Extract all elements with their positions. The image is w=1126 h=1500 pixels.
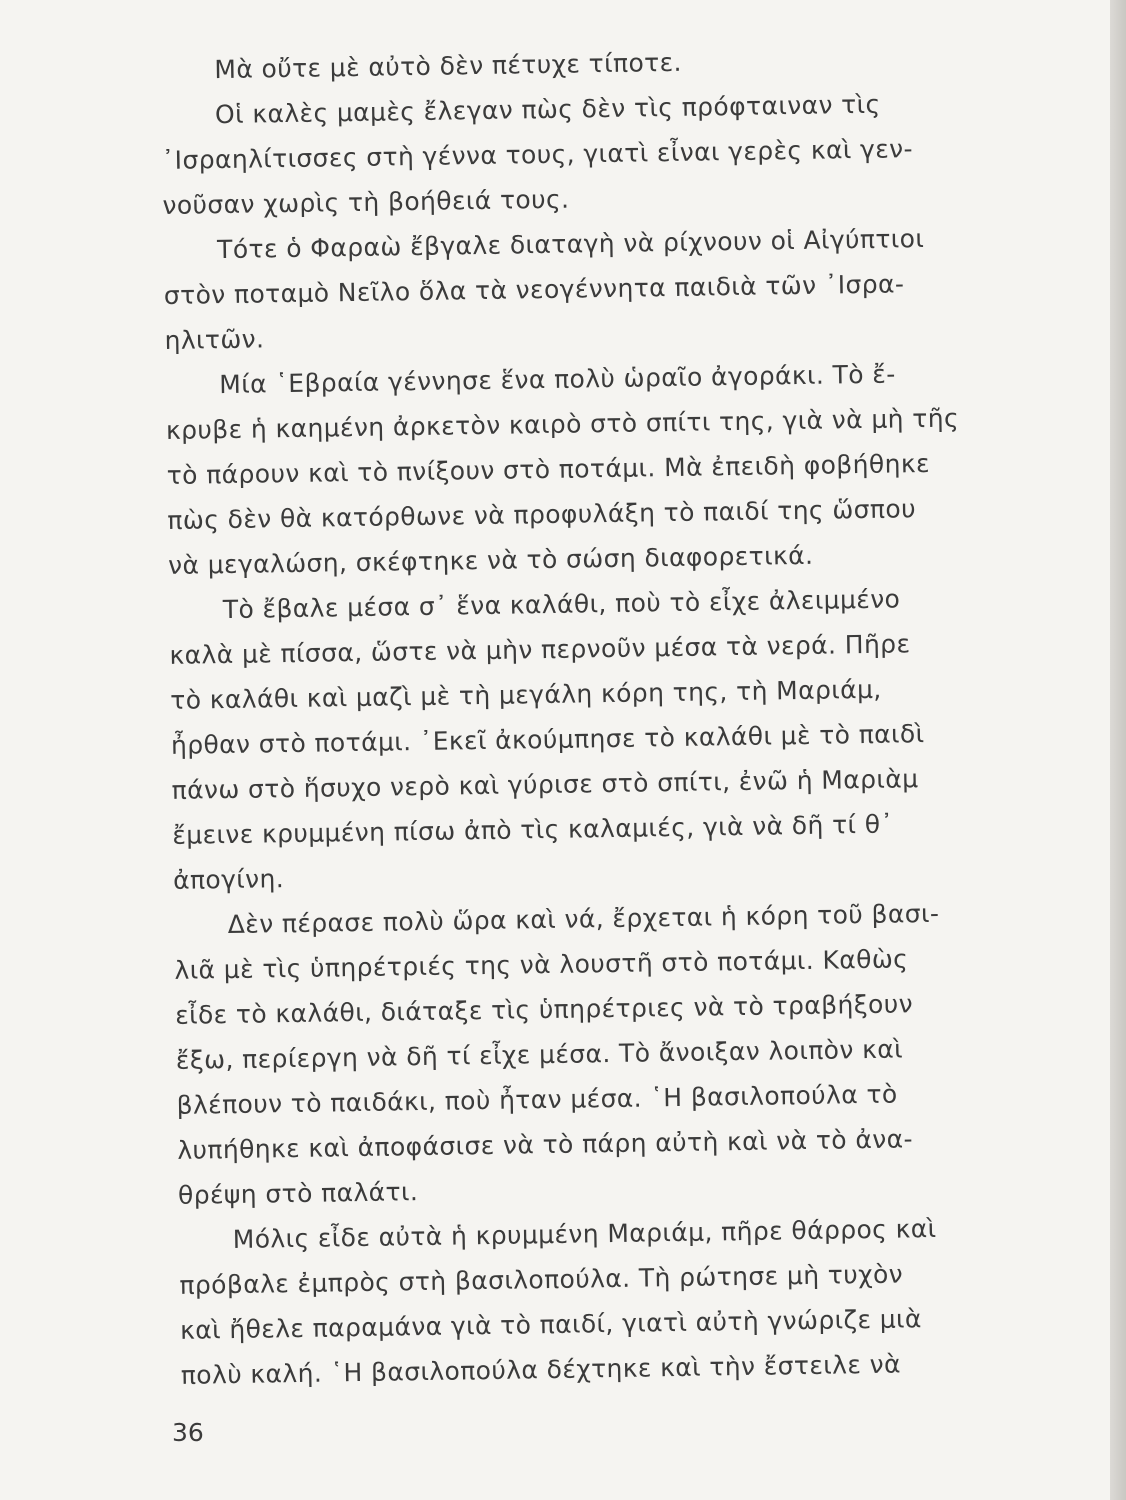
text-line: κρυβε ἡ καημένη ἀρκετὸν καιρὸ στὸ σπίτι της, γιὰ νὰ μὴ τῆς: [165, 403, 960, 445]
text-line: τὸ πάρουν καὶ τὸ πνίξουν στὸ ποτάμι. Μὰ ἐπειδὴ φοβήθηκε: [166, 448, 931, 490]
text-line: Οἱ καλὲς μαμὲς ἔλεγαν πὼς δὲν τὶς πρόφταιναν τὶς: [214, 89, 881, 130]
text-line: ἀπογίνη.: [172, 864, 285, 895]
body-text: [160, 34, 1041, 1397]
text-line: νοῦσαν χωρὶς τὴ βοήθειά τους.: [162, 184, 570, 220]
text-line: νὰ μεγαλώση, σκέφτηκε νὰ τὸ σώση διαφορετικά.: [167, 540, 814, 580]
text-line: πολὺ καλή. ῾Η βασιλοπούλα δέχτηκε καὶ τὴν ἔστειλε νὰ: [180, 1349, 902, 1390]
page-edge: [1110, 0, 1126, 1500]
text-line: λιᾶ μὲ τὶς ὑπηρέτριές της νὰ λουστῆ στὸ ποτάμι. Καθὼς: [174, 944, 909, 985]
text-line: ηλιτῶν.: [164, 324, 265, 355]
text-line: τὸ καλάθι καὶ μαζὶ μὲ τὴ μεγάλη κόρη της, τὴ Μαριάμ,: [170, 674, 882, 715]
text-line: ἔξω, περίεργη νὰ δῆ τί εἶχε μέσα. Τὸ ἄνοιξαν λοιπὸν καὶ: [175, 1034, 904, 1075]
text-line: πρόβαλε ἐμπρὸς στὴ βασιλοπούλα. Τὴ ρώτησε μὴ τυχὸν: [179, 1259, 904, 1300]
text-line: καὶ ἤθελε παραμάνα γιὰ τὸ παιδί, γιατὶ αὐτὴ γνώριζε μιὰ: [179, 1304, 922, 1345]
text-line: Δὲν πέρασε πολὺ ὥρα καὶ νά, ἔρχεται ἡ κόρη τοῦ βασι-: [227, 898, 940, 940]
text-line: Μία ῾Εβραία γέννησε ἕνα πολὺ ὡραῖο ἀγοράκι. Τὸ ἔ-: [219, 359, 896, 400]
text-line: Τὸ ἔβαλε μέσα σ᾿ ἕνα καλάθι, ποὺ τὸ εἶχε ἀλειμμένο: [222, 584, 901, 625]
text-line: εἶδε τὸ καλάθι, διάταξε τὶς ὑπηρέτριες νὰ τὸ τραβήξουν: [174, 989, 914, 1030]
text-line: ἔμεινε κρυμμένη πίσω ἀπὸ τὶς καλαμιές, γιὰ νὰ δῆ τί θ᾿: [172, 809, 894, 850]
text-line: Μὰ οὔτε μὲ αὐτὸ δὲν πέτυχε τίποτε.: [214, 47, 683, 85]
text-line: λυπήθηκε καὶ ἀποφάσισε νὰ τὸ πάρη αὐτὴ καὶ νὰ τὸ ἀνα-: [177, 1124, 914, 1165]
text-line: Μόλις εἶδε αὐτὰ ἡ κρυμμένη Μαριάμ, πῆρε θάρρος καὶ: [232, 1213, 937, 1255]
text-line: βλέπουν τὸ παιδάκι, ποὺ ἦταν μέσα. ῾Η βασιλοπούλα τὸ: [176, 1079, 898, 1120]
page-number: 36: [172, 1418, 204, 1447]
text-line: πάνω στὸ ἥσυχο νερὸ καὶ γύρισε στὸ σπίτι, ἐνῶ ἡ Μαριὰμ: [171, 764, 919, 805]
text-line: καλὰ μὲ πίσσα, ὥστε νὰ μὴν περνοῦν μέσα τὰ νερά. Πῆρε: [169, 629, 911, 670]
text-line: Τότε ὁ Φαραὼ ἔβγαλε διαταγὴ νὰ ρίχνουν οἱ Αἰγύπτιοι: [216, 224, 925, 265]
text-line: ᾿Ισραηλίτισσες στὴ γέννα τους, γιατὶ εἶναι γερὲς καὶ γεν-: [161, 134, 914, 175]
text-line: ἦρθαν στὸ ποτάμι. ᾿Εκεῖ ἀκούμπησε τὸ καλάθι μὲ τὸ παιδὶ: [170, 719, 925, 760]
text-line: πὼς δὲν θὰ κατόρθωνε νὰ προφυλάξη τὸ παιδί της ὥσπου: [167, 494, 917, 535]
text-line: στὸν ποταμὸ Νεῖλο ὅλα τὰ νεογέννητα παιδιὰ τῶν ᾿Ισρα-: [163, 269, 905, 310]
text-line: θρέψη στὸ παλάτι.: [177, 1177, 419, 1210]
